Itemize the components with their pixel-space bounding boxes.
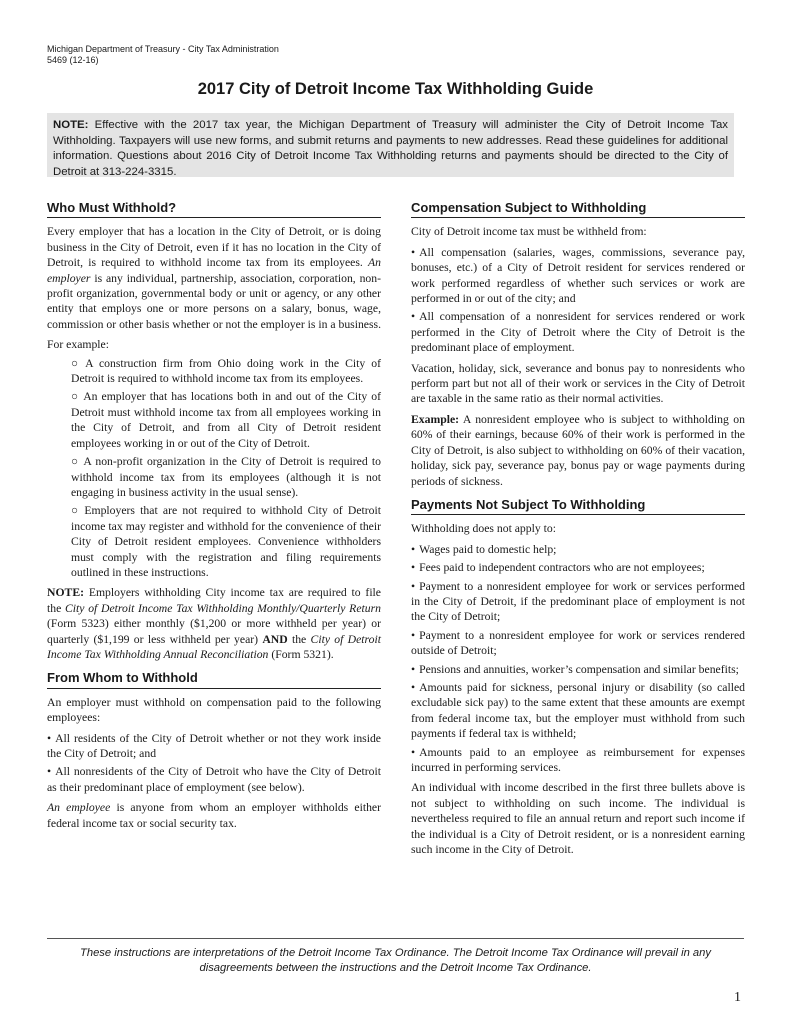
example-paragraph — [411, 412, 745, 489]
circle-bullet-icon: ○ — [71, 390, 80, 404]
pay-intro: Withholding does not apply to: — [411, 522, 556, 536]
who-text-a: Every employer that has a location in the City of Detroit, or is doing business in the City of Detroit, even if it has no location in the City of Detroit, is required to withhold income tax from its employees. — [47, 225, 381, 270]
employee-em: An employee — [47, 801, 111, 815]
bullet-icon: • — [411, 561, 416, 575]
example-item — [47, 454, 381, 500]
comp-bullet-item — [411, 245, 745, 307]
circle-bullet-icon: ○ — [71, 455, 80, 469]
bullet-text: Amounts paid to an employee as reimbursement for expenses incurred in performing services. — [411, 745, 745, 774]
section-heading-payments-not-subject: Payments Not Subject To Withholding — [411, 494, 745, 515]
bullet-icon: • — [411, 745, 416, 759]
note-filing-paragraph — [47, 585, 381, 662]
who-paragraph — [47, 224, 381, 332]
comp-bullet-item — [411, 309, 745, 355]
employee-definition — [47, 800, 381, 831]
who-text-b: is any individual, partnership, association, corporation, non-profit organization, governmental body or unit or agency, or any other entity that employs one or more persons on a salary, bonus, wage, commission or other basis whether or not the employer is in a business. — [47, 271, 382, 331]
circle-bullet-icon: ○ — [71, 504, 81, 518]
for-example: For example: — [47, 338, 109, 352]
footer-disclaimer: These instructions are interpretations of the Detroit Income Tax Ordinance. The Detroit Income Tax Ordinance will prevail in any disagreements between the instructions and the Detroit Income Tax Ordinance. — [80, 947, 711, 974]
comp-intro: City of Detroit income tax must be withheld from: — [411, 225, 647, 239]
example-text: A nonresident employee who is subject to withholding on 60% of their earnings, because 60% of their work is performed in the City of Detroit, is also subject to withholding on 60% of their vacation, holiday, sick pay, severance pay, bonus pay or wage payments during periods of sickness. — [411, 412, 745, 488]
header-form-number: 5469 (12-16) — [47, 55, 99, 65]
bullet-text: All compensation (salaries, wages, commissions, severance pay, bonuses, etc.) of a City of Detroit resident for services rendered or work performed regardless of whether such services or work are performed in or out of the city; and — [411, 245, 745, 306]
note-filing-text: the — [287, 632, 311, 646]
example-text: An employer that has locations both in and out of the City of Detroit must withhold income tax from all employees working in the City of Detroit, and from all City of Detroit resident employees working in or out of the City of Detroit. — [71, 390, 381, 450]
note-label: NOTE: — [53, 119, 89, 131]
section-heading-compensation: Compensation Subject to Withholding — [411, 197, 745, 218]
bullet-icon: • — [47, 765, 52, 779]
section-heading-from-whom: From Whom to Withhold — [47, 667, 381, 688]
from-bullet-item — [47, 731, 381, 762]
bullet-icon: • — [411, 245, 416, 259]
form-5321-title: City of Detroit Income Tax Withholding Annual Reconciliation — [47, 632, 382, 661]
note-text: Effective with the 2017 tax year, the Michigan Department of Treasury will administer the City of Detroit Income Tax Withholding. Taxpayers will use new forms, and submit returns and payments to new addresses. Read these guidelines for additional information. Questions about 2016 City of Detroit Income Tax Withholding returns and payments should be directed to the City of Detroit at 313-224-3315. — [53, 119, 728, 178]
from-paragraph: An employer must withhold on compensation paid to the following employees: — [47, 695, 381, 725]
page-number: 1 — [734, 990, 741, 1005]
pay-bullet-item — [411, 745, 745, 776]
from-bullet-item — [47, 764, 381, 795]
example-label: Example: — [411, 412, 460, 426]
bullet-icon: • — [411, 310, 416, 324]
form-5323-title: City of Detroit Income Tax Withholding Monthly/Quarterly Return — [65, 601, 381, 615]
bullet-text: Amounts paid for sickness, personal injury or disability (so called excludable sick pay) to the same extent that these amounts are exempt from federal income tax, but the employer must withhold from such payments if federal tax is withheld; — [411, 680, 745, 741]
note-filing-and: AND — [262, 632, 288, 646]
vacation-paragraph: Vacation, holiday, sick, severance and bonus pay to nonresidents who perform part but not all of their work or services in the City of Detroit are taxable in the same ratio as their normal activities. — [411, 361, 745, 406]
bullet-icon: • — [411, 680, 416, 694]
example-text: Employers that are not required to withhold City of Detroit income tax may register and withhold for the convenience of their City of Detroit resident employees. Convenience withholders must comply with the registration and filing requirements outlined in these instructions. — [71, 504, 381, 579]
note-filing-label: NOTE: — [47, 586, 85, 600]
bullet-text: Pensions and annuities, worker’s compensation and similar benefits; — [419, 662, 739, 676]
pay-bullet-item — [411, 560, 745, 575]
bullet-icon: • — [411, 542, 416, 556]
example-item — [47, 356, 381, 387]
employee-text: is anyone from whom an employer withholds either federal income tax or social security tax. — [47, 801, 381, 830]
pay-bullet-item — [411, 662, 745, 677]
example-item — [47, 389, 381, 451]
right-column — [411, 197, 745, 862]
note-box — [47, 113, 734, 177]
example-item — [47, 503, 381, 580]
pay-bullet-item — [411, 579, 745, 625]
bullet-text: All nonresidents of the City of Detroit who have the City of Detroit as their predominant place of employment (see below). — [47, 765, 381, 794]
left-column — [47, 197, 381, 836]
note-filing-text: (Form 5323) either monthly ($1,200 or more withheld per year) or quarterly ($1,199 or less withheld per year) — [47, 617, 381, 646]
bullet-icon: • — [411, 662, 416, 676]
pay-bullet-item — [411, 628, 745, 659]
bullet-text: Payment to a nonresident employee for work or services performed in the City of Detroit, if the predominant place of employment is not the City of Detroit; — [411, 579, 745, 624]
footer-divider — [47, 938, 744, 939]
example-text: A non-profit organization in the City of Detroit is required to withhold income tax from its employees (although it is not engaging in business activity in the usual sense). — [71, 455, 382, 499]
bullet-text: All compensation of a nonresident for services rendered or work performed in the City of Detroit where the City of Detroit is the predominant place of employment. — [411, 310, 745, 355]
document-header — [47, 44, 279, 66]
example-text: A construction firm from Ohio doing work in the City of Detroit is required to withhold income tax from its employees. — [71, 356, 381, 386]
section-heading-who-must-withhold: Who Must Withhold? — [47, 197, 381, 218]
bullet-text: Wages paid to domestic help; — [419, 542, 557, 556]
note-filing-text: Employers withholding City income tax are required to file the — [47, 586, 381, 615]
header-agency: Michigan Department of Treasury - City Tax Administration — [47, 44, 279, 54]
circle-bullet-icon: ○ — [71, 356, 82, 370]
pay-bullet-item — [411, 542, 745, 557]
bullet-text: Payment to a nonresident employee for work or services rendered outside of Detroit; — [411, 628, 745, 658]
who-em: An employer — [47, 256, 381, 285]
pay-bullet-item — [411, 680, 745, 742]
bullet-icon: • — [411, 579, 416, 593]
bullet-text: All residents of the City of Detroit whether or not they work inside the City of Detroit; and — [47, 731, 381, 760]
page-title: 2017 City of Detroit Income Tax Withholding Guide — [197, 80, 594, 98]
bullet-icon: • — [47, 731, 52, 745]
bullet-text: Fees paid to independent contractors who are not employees; — [419, 561, 705, 575]
bullet-icon: • — [411, 628, 416, 642]
note-filing-text: (Form 5321). — [268, 647, 334, 661]
individual-paragraph: An individual with income described in the first three bullets above is not subject to withholding on such income. The individual is nevertheless required to file an annual return and report such income if the individual is a City of Detroit resident, or is a nonresident earning such income in the City of Detroit. — [411, 781, 745, 857]
